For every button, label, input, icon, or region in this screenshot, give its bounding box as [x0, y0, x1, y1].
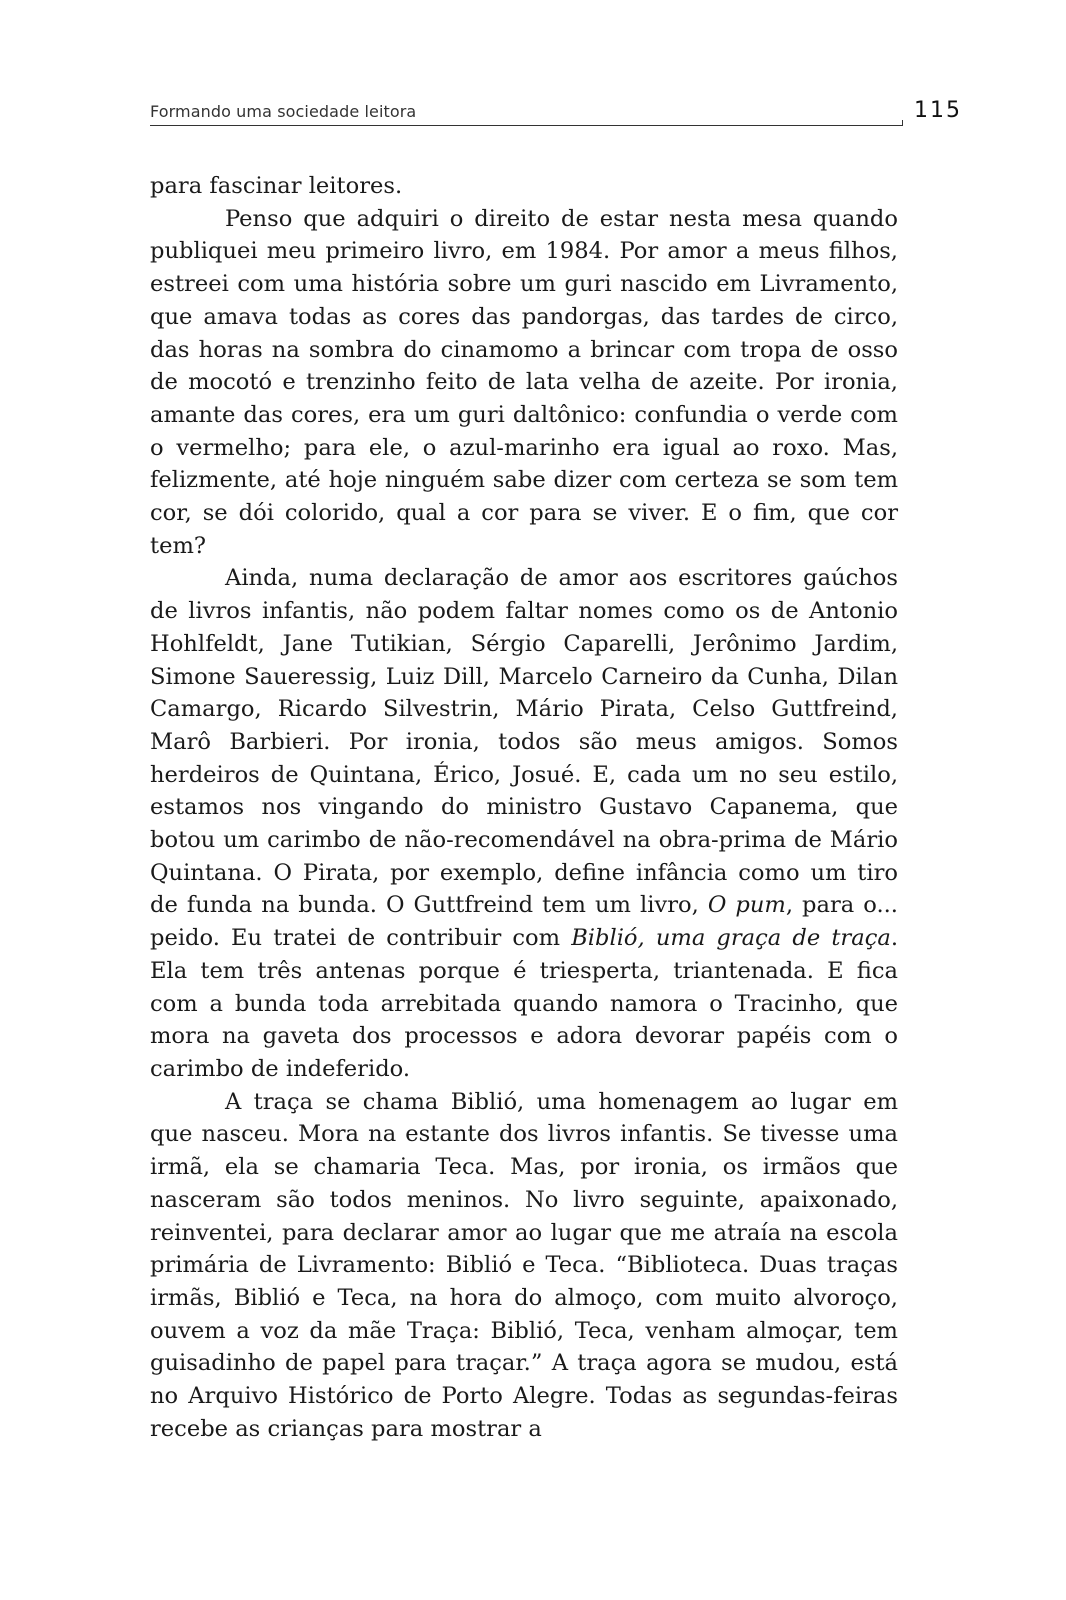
paragraph-text: , para o... peido. Eu tratei de contribuir com	[150, 892, 898, 952]
paragraph-biblio-teca: A traça se chama Biblió, uma homenagem ao lugar em que nasceu. Mora na estante dos livros infantis. Se tivesse uma irmã, ela se chamaria Teca. Mas, por ironia, os irmãos que nasceram são todos meninos. No livro seguinte, apaixonado, reinventei, para declarar amor ao lugar que me atraía na escola primária de Livramento: Biblió e Teca. “Biblioteca. Duas traças irmãs, Biblió e Teca, na hora do almoço, com muito alvoroço, ouvem a voz da mãe Traça: Biblió, Teca, venham almoçar, tem guisadinho de papel para traçar.” A traça agora se mudou, está no Arquivo Histórico de Porto Alegre. Todas as segundas-feiras recebe as crianças para mostrar a	[150, 1088, 898, 1442]
header-rule	[150, 125, 902, 126]
header-rule-tick	[902, 120, 903, 126]
running-header	[150, 100, 962, 130]
book-title-biblio: Biblió, uma graça de traça	[571, 925, 891, 952]
book-title-o-pum: O pum	[707, 892, 786, 919]
paragraph-continuation: para fascinar leitores.	[150, 173, 403, 199]
running-title: Formando uma sociedade leitora	[150, 102, 417, 121]
paragraph-first-book: Penso que adquiri o direito de estar nesta mesa quando publiquei meu primeiro livro, em 1984. Por amor a meus filhos, estreei com uma história sobre um guri nascido em Livramento, que amava todas as cores das pandorgas, das tardes de circo, das horas na sombra do cinamomo a brincar com tropa de osso de mocotó e trenzinho feito de lata velha de azeite. Por ironia, amante das cores, era um guri daltônico: confundia o verde com o vermelho; para ele, o azul-marinho era igual ao roxo. Mas, felizmente, até hoje ninguém sabe dizer com certeza se som tem cor, se dói colorido, qual a cor para se viver. E o fim, que cor tem?	[150, 205, 898, 559]
paragraph-text: Ainda, numa declaração de amor aos escritores gaúchos de livros infantis, não podem faltar nomes como os de Antonio Hohlfeldt, Jane Tutikian, Sérgio Caparelli, Jerônimo Jardim, Simone Saueressig, Luiz Dill, Marcelo Carneiro da Cunha, Dilan Camargo, Ricardo Silvestrin, Mário Pirata, Celso Guttfreind, Marô Barbieri. Por ironia, todos são meus amigos. Somos herdeiros de Quintana, Érico, Josué. E, cada um no seu estilo, estamos nos vingando do ministro Gustavo Capanema, que botou um carimbo de não-recomendável na obra-prima de Mário Quintana. O Pirata, por exemplo, define infância como um tiro de funda na bunda. O Guttfreind tem um livro,	[150, 565, 898, 919]
paragraph-gaucho-writers	[150, 562, 898, 1085]
body-text	[150, 170, 898, 1445]
paragraph-text: . Ela tem três antenas porque é triesperta, triantenada. E fica com a bunda toda arrebitada quando namora o Tracinho, que mora na gaveta dos processos e adora devorar papéis com o carimbo de indeferido.	[150, 925, 898, 1082]
page-number: 115	[914, 98, 962, 123]
